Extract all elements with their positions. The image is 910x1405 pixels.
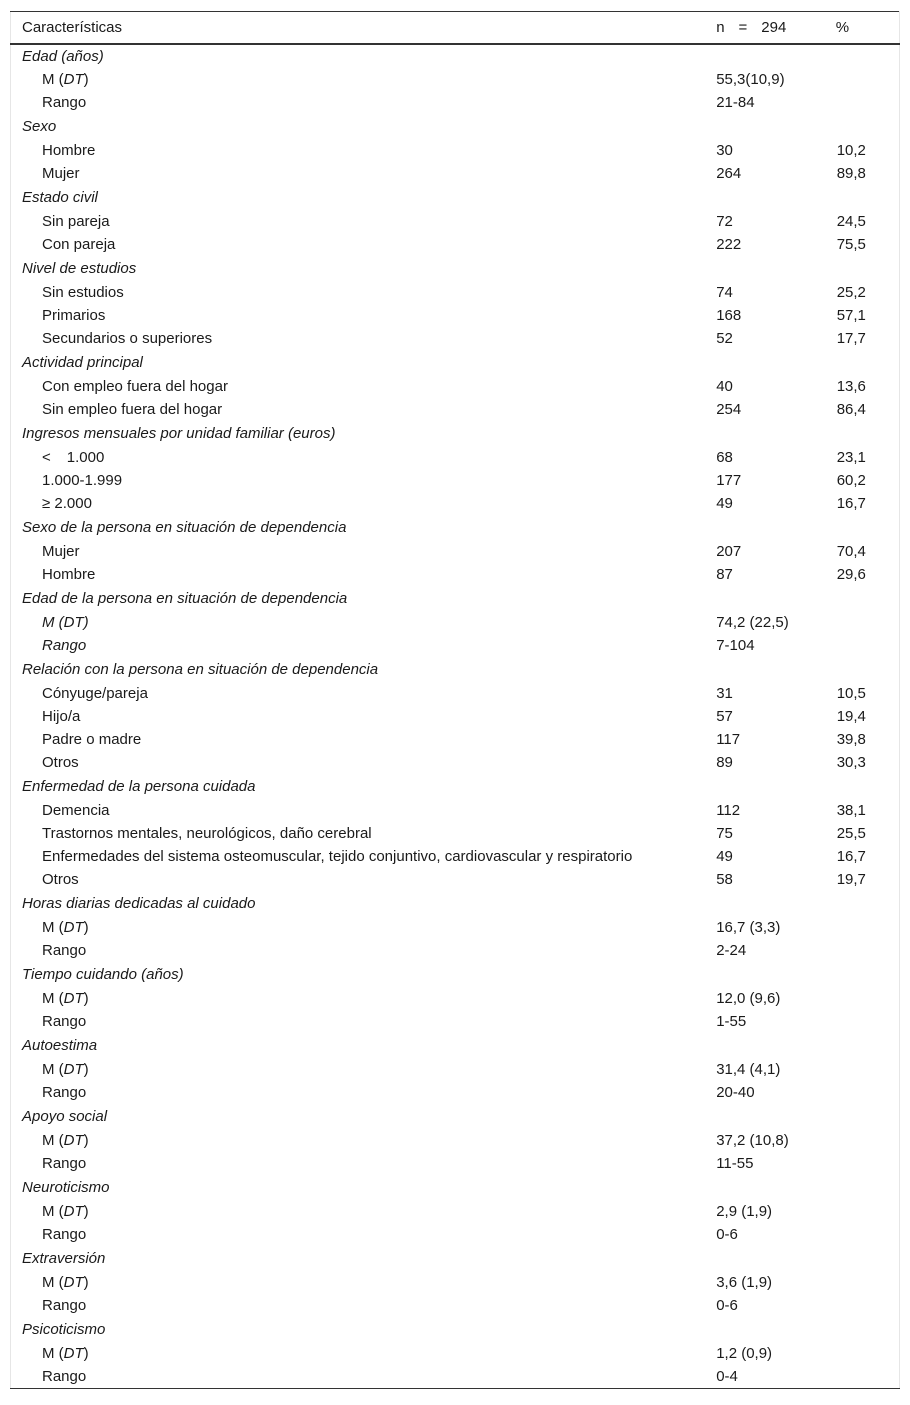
label-text: Padre o madre [42,731,142,748]
table-row [11,1294,900,1317]
row-label [11,1129,705,1152]
percent-value: 39,8 [836,731,866,748]
label-text: Rango [42,942,87,959]
n-value: 2-24 [716,942,747,959]
table-row [11,446,900,469]
label-text: 1.000 [66,449,105,466]
table-header-row [11,12,900,45]
table-row [11,868,900,891]
n-value: 55,3(10,9) [716,71,785,88]
n-value: 31,4 (4,1) [716,1061,781,1078]
row-label [11,446,705,469]
n-value: 30 [716,142,733,159]
table-row [11,822,900,845]
label-text: DT [63,1061,84,1078]
n-value: 72 [716,213,733,230]
table-row [11,705,900,728]
percent-value: 10,5 [836,685,866,702]
table-row [11,327,900,350]
percent-value [824,1129,900,1152]
n-value: 49 [716,495,733,512]
row-label [11,281,705,304]
percent-value: 57,1 [836,307,866,324]
label-text: M ( [42,1203,64,1220]
category-title: Sexo de la persona en situación de dependencia [22,519,347,536]
percent-value [824,916,900,939]
percent-value: 19,4 [836,708,866,725]
category-row [11,256,900,281]
table-row [11,304,900,327]
label-text: Demencia [42,802,110,819]
row-label [11,375,705,398]
category-title: Relación con la persona en situación de dependencia [22,661,379,678]
category-row [11,421,900,446]
n-value: 89 [716,754,733,771]
percent-value: 38,1 [836,802,866,819]
row-label [11,210,705,233]
row-label [11,398,705,421]
percent-value: 16,7 [836,495,866,512]
category-title: Actividad principal [22,354,143,371]
table-row [11,1129,900,1152]
row-label [11,492,705,515]
n-value: 0-4 [716,1368,738,1385]
n-value: 222 [716,236,742,253]
header-n [704,12,824,45]
row-label [11,916,705,939]
category-row [11,657,900,682]
row-label [11,939,705,962]
n-value: 117 [716,731,741,748]
row-label [11,845,705,868]
category-title: Psicoticismo [22,1321,106,1338]
label-text: Hijo/a [42,708,81,725]
category-row [11,1317,900,1342]
label-text: 1.000-1.999 [42,472,123,489]
percent-value: 60,2 [836,472,866,489]
label-text: Rango [42,1013,87,1030]
header-n-label: n [716,19,725,36]
table-row [11,1223,900,1246]
label-text: < [42,449,51,466]
row-label [11,1342,705,1365]
label-text: ) [83,1203,89,1220]
row-label [11,1081,705,1104]
row-label [11,1200,705,1223]
percent-value [824,1200,900,1223]
category-title: Tiempo cuidando (años) [22,966,184,983]
category-row [11,586,900,611]
label-text: Otros [42,871,79,888]
row-label [11,233,705,256]
label-text: DT [63,919,84,936]
n-value: 74,2 (22,5) [716,614,789,631]
table-row [11,1081,900,1104]
table-row [11,799,900,822]
label-text: Rango [42,1155,87,1172]
row-label [11,634,705,657]
n-value: 12,0 (9,6) [716,990,781,1007]
row-label [11,139,705,162]
table-row [11,492,900,515]
n-value: 1,2 (0,9) [716,1345,773,1362]
row-label [11,1152,705,1175]
label-text: Enfermedades del sistema osteomuscular, tejido conjuntivo, cardiovascular y respiratorio [42,848,633,865]
label-text: Mujer [42,165,80,182]
n-value: 207 [716,543,742,560]
percent-value: 75,5 [836,236,866,253]
row-label [11,799,705,822]
category-title: Autoestima [22,1037,98,1054]
percent-value: 24,5 [836,213,866,230]
label-text: ) [83,919,89,936]
percent-value [824,1294,900,1317]
percent-value: 19,7 [836,871,866,888]
label-text: Rango [42,637,87,654]
table-row [11,634,900,657]
label-text: ) [83,1274,89,1291]
n-value: 74 [716,284,733,301]
label-text: M ( [42,1061,64,1078]
header-percent: % [824,12,900,45]
row-label [11,68,705,91]
percent-value: 23,1 [836,449,866,466]
category-row [11,1033,900,1058]
table-row [11,939,900,962]
row-label [11,682,705,705]
percent-value [824,1342,900,1365]
percent-value [824,1058,900,1081]
row-label [11,327,705,350]
label-text: ) [83,71,89,88]
table-row [11,375,900,398]
n-value: 0-6 [716,1297,738,1314]
label-text: DT [63,71,84,88]
label-text: Sin estudios [42,284,124,301]
n-value: 11-55 [716,1155,754,1172]
row-label [11,728,705,751]
characteristics-table [10,11,900,1389]
category-row [11,1104,900,1129]
label-text: Secundarios o superiores [42,330,213,347]
label-text: DT [63,1132,84,1149]
percent-value [824,1081,900,1104]
n-value: 2,9 (1,9) [716,1203,773,1220]
label-text: DT [63,1345,84,1362]
label-text: M ( [42,1132,64,1149]
table-row [11,91,900,114]
category-title: Neuroticismo [22,1179,110,1196]
percent-value: 16,7 [836,848,866,865]
n-value: 1-55 [716,1013,747,1030]
n-value: 20-40 [716,1084,755,1101]
row-label [11,1223,705,1246]
label-text: Sin empleo fuera del hogar [42,401,223,418]
table-row [11,845,900,868]
table-row [11,1058,900,1081]
n-value: 7-104 [716,637,755,654]
row-label [11,162,705,185]
n-value: 21-84 [716,94,755,111]
n-value: 31 [716,685,733,702]
table-body [11,44,900,1389]
category-row [11,1246,900,1271]
label-text: ) [83,1345,89,1362]
percent-value: 29,6 [836,566,866,583]
label-text: M ( [42,919,64,936]
category-row [11,114,900,139]
n-value: 52 [716,330,733,347]
percent-value [824,987,900,1010]
category-title: Extraversión [22,1250,106,1267]
header-characteristics: Características [11,12,705,45]
percent-value [824,634,900,657]
table-row [11,68,900,91]
category-title: Apoyo social [22,1108,108,1125]
category-title: Edad de la persona en situación de dependencia [22,590,348,607]
table-row [11,139,900,162]
header-n-total: 294 [761,19,787,36]
table-row [11,469,900,492]
table-row [11,1200,900,1223]
row-label [11,1271,705,1294]
percent-value: 25,2 [836,284,866,301]
n-value: 68 [716,449,733,466]
percent-value: 89,8 [836,165,866,182]
n-value: 264 [716,165,742,182]
table-row [11,1342,900,1365]
category-row [11,1175,900,1200]
category-title: Enfermedad de la persona cuidada [22,778,256,795]
n-value: 168 [716,307,742,324]
label-text: Mujer [42,543,80,560]
label-text: Con empleo fuera del hogar [42,378,228,395]
table-row [11,210,900,233]
label-text: M ( [42,990,64,1007]
label-text: ) [83,1132,89,1149]
n-value: 87 [716,566,733,583]
label-text: DT [63,1274,84,1291]
category-title: Estado civil [22,189,98,206]
header-n-equals: = [738,19,748,36]
row-label [11,540,705,563]
table-row [11,1010,900,1033]
category-row [11,774,900,799]
percent-value: 86,4 [836,401,866,418]
table-row [11,728,900,751]
category-row [11,962,900,987]
n-value: 254 [716,401,742,418]
label-text: ) [83,1061,89,1078]
n-value: 40 [716,378,733,395]
n-value: 16,7 (3,3) [716,919,781,936]
row-label [11,611,705,634]
percent-value: 10,2 [836,142,866,159]
percent-value [824,611,900,634]
table-row [11,281,900,304]
category-title: Sexo [22,118,57,135]
percent-value: 13,6 [836,378,866,395]
n-value: 0-6 [716,1226,738,1243]
n-value: 37,2 (10,8) [716,1132,789,1149]
label-text: Rango [42,1368,87,1385]
label-text: DT [63,1203,84,1220]
n-value: 75 [716,825,733,842]
row-label [11,304,705,327]
table-row [11,563,900,586]
row-label [11,1294,705,1317]
table-row [11,398,900,421]
table-row [11,916,900,939]
percent-value [824,68,900,91]
row-label [11,822,705,845]
table-row [11,1152,900,1175]
category-title: Nivel de estudios [22,260,137,277]
percent-value [824,939,900,962]
category-title: Ingresos mensuales por unidad familiar (euros) [22,425,336,442]
row-label [11,705,705,728]
category-row [11,515,900,540]
table-row [11,611,900,634]
label-text: Primarios [42,307,106,324]
label-text: Rango [42,1226,87,1243]
row-label [11,91,705,114]
label-text: Rango [42,94,87,111]
category-row [11,350,900,375]
row-label [11,563,705,586]
table-row [11,1271,900,1294]
label-text: M (DT) [42,614,89,631]
label-text: Con pareja [42,236,116,253]
label-text: Trastornos mentales, neurológicos, daño cerebral [42,825,372,842]
category-title: Edad (años) [22,48,104,65]
n-value: 112 [716,802,741,819]
label-text: Hombre [42,142,96,159]
label-text: ) [83,990,89,1007]
category-row [11,44,900,68]
label-text: Otros [42,754,79,771]
n-value: 57 [716,708,733,725]
label-text: M ( [42,1345,64,1362]
percent-value: 17,7 [836,330,866,347]
table-row [11,1365,900,1389]
percent-value: 30,3 [836,754,866,771]
category-title: Horas diarias dedicadas al cuidado [22,895,256,912]
label-text: DT [63,990,84,1007]
row-label [11,1365,705,1389]
row-label [11,751,705,774]
category-row [11,891,900,916]
n-value: 3,6 (1,9) [716,1274,773,1291]
category-row [11,185,900,210]
percent-value: 25,5 [836,825,866,842]
label-text: Hombre [42,566,96,583]
table-row [11,751,900,774]
row-label [11,469,705,492]
label-text: Rango [42,1084,87,1101]
label-text: M ( [42,1274,64,1291]
percent-value [824,1152,900,1175]
table-row [11,540,900,563]
row-label [11,1010,705,1033]
percent-value [824,1271,900,1294]
percent-value [824,1223,900,1246]
row-label [11,1058,705,1081]
table-row [11,682,900,705]
label-text: Cónyuge/pareja [42,685,148,702]
percent-value: 70,4 [836,543,866,560]
label-text: M ( [42,71,64,88]
percent-value [824,91,900,114]
label-text: ≥ 2.000 [42,495,92,512]
n-value: 177 [716,472,742,489]
n-value: 58 [716,871,733,888]
label-text: Sin pareja [42,213,110,230]
table-row [11,162,900,185]
percent-value [824,1365,900,1389]
row-label [11,868,705,891]
percent-value [824,1010,900,1033]
table-row [11,233,900,256]
table-row [11,987,900,1010]
n-value: 49 [716,848,733,865]
label-text: Rango [42,1297,87,1314]
row-label [11,987,705,1010]
